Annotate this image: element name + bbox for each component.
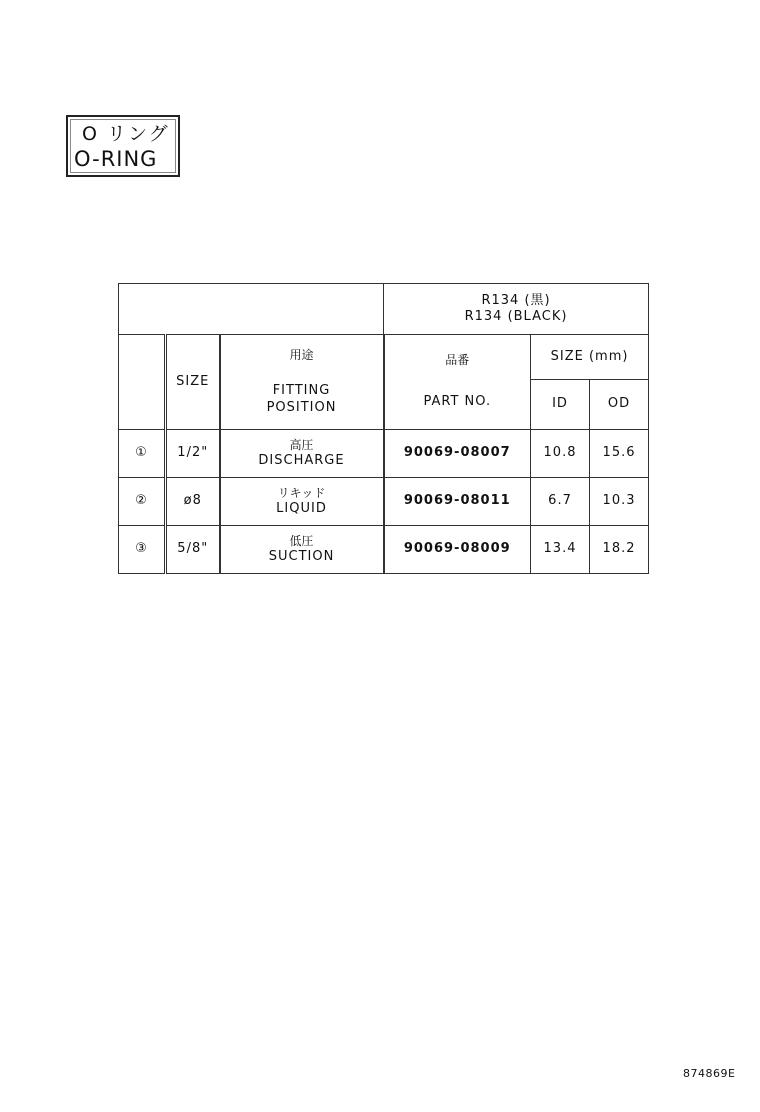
blank-header-cell <box>119 284 384 335</box>
table-row <box>119 430 649 478</box>
row-part-number: 90069-08011 <box>384 478 531 526</box>
row-od: 15.6 <box>590 430 649 478</box>
fitting-header-en-1: FITTING <box>272 383 331 399</box>
title-english: O-RING <box>74 147 158 171</box>
fitting-position-header <box>220 335 384 430</box>
refrigerant-label-jp: R134 (黒) <box>481 292 551 308</box>
size-header: SIZE <box>166 335 220 430</box>
index-header-cell <box>119 335 166 430</box>
row-index: ① <box>119 430 166 478</box>
row-position-en: DISCHARGE <box>258 452 345 468</box>
refrigerant-cell <box>384 284 649 335</box>
table-row <box>119 478 649 526</box>
row-position <box>220 526 384 574</box>
fitting-header-en-2: POSITION <box>266 399 337 415</box>
row-id: 10.8 <box>531 430 590 478</box>
row-size: 1/2" <box>166 430 220 478</box>
row-size: 5/8" <box>166 526 220 574</box>
parts-table <box>118 283 649 574</box>
row-size: ø8 <box>166 478 220 526</box>
row-position-en: LIQUID <box>276 500 327 516</box>
table-row <box>119 526 649 574</box>
row-position <box>220 430 384 478</box>
part-header-en: PART NO. <box>423 394 492 410</box>
row-od: 10.3 <box>590 478 649 526</box>
document-code: 874869E <box>683 1067 736 1080</box>
part-number-header <box>384 335 531 430</box>
row-id: 13.4 <box>531 526 590 574</box>
row-position-jp: 低圧 <box>289 533 314 548</box>
row-index: ③ <box>119 526 166 574</box>
row-position-jp: リキッド <box>277 485 326 500</box>
id-header: ID <box>531 380 590 430</box>
row-part-number: 90069-08009 <box>384 526 531 574</box>
size-mm-header: SIZE (mm) <box>531 335 649 380</box>
refrigerant-header-row <box>119 284 649 335</box>
row-position-jp: 高圧 <box>289 437 314 452</box>
fitting-header-jp: 用途 <box>289 348 314 363</box>
row-part-number: 90069-08007 <box>384 430 531 478</box>
column-header-row-1 <box>119 335 649 380</box>
title-box <box>66 115 180 177</box>
row-position-en: SUCTION <box>268 548 335 564</box>
row-od: 18.2 <box>590 526 649 574</box>
part-header-jp: 品番 <box>445 353 470 368</box>
title-japanese: O リング <box>82 123 170 145</box>
od-header: OD <box>590 380 649 430</box>
row-index: ② <box>119 478 166 526</box>
row-id: 6.7 <box>531 478 590 526</box>
row-position <box>220 478 384 526</box>
refrigerant-label-en: R134 (BLACK) <box>464 309 568 324</box>
